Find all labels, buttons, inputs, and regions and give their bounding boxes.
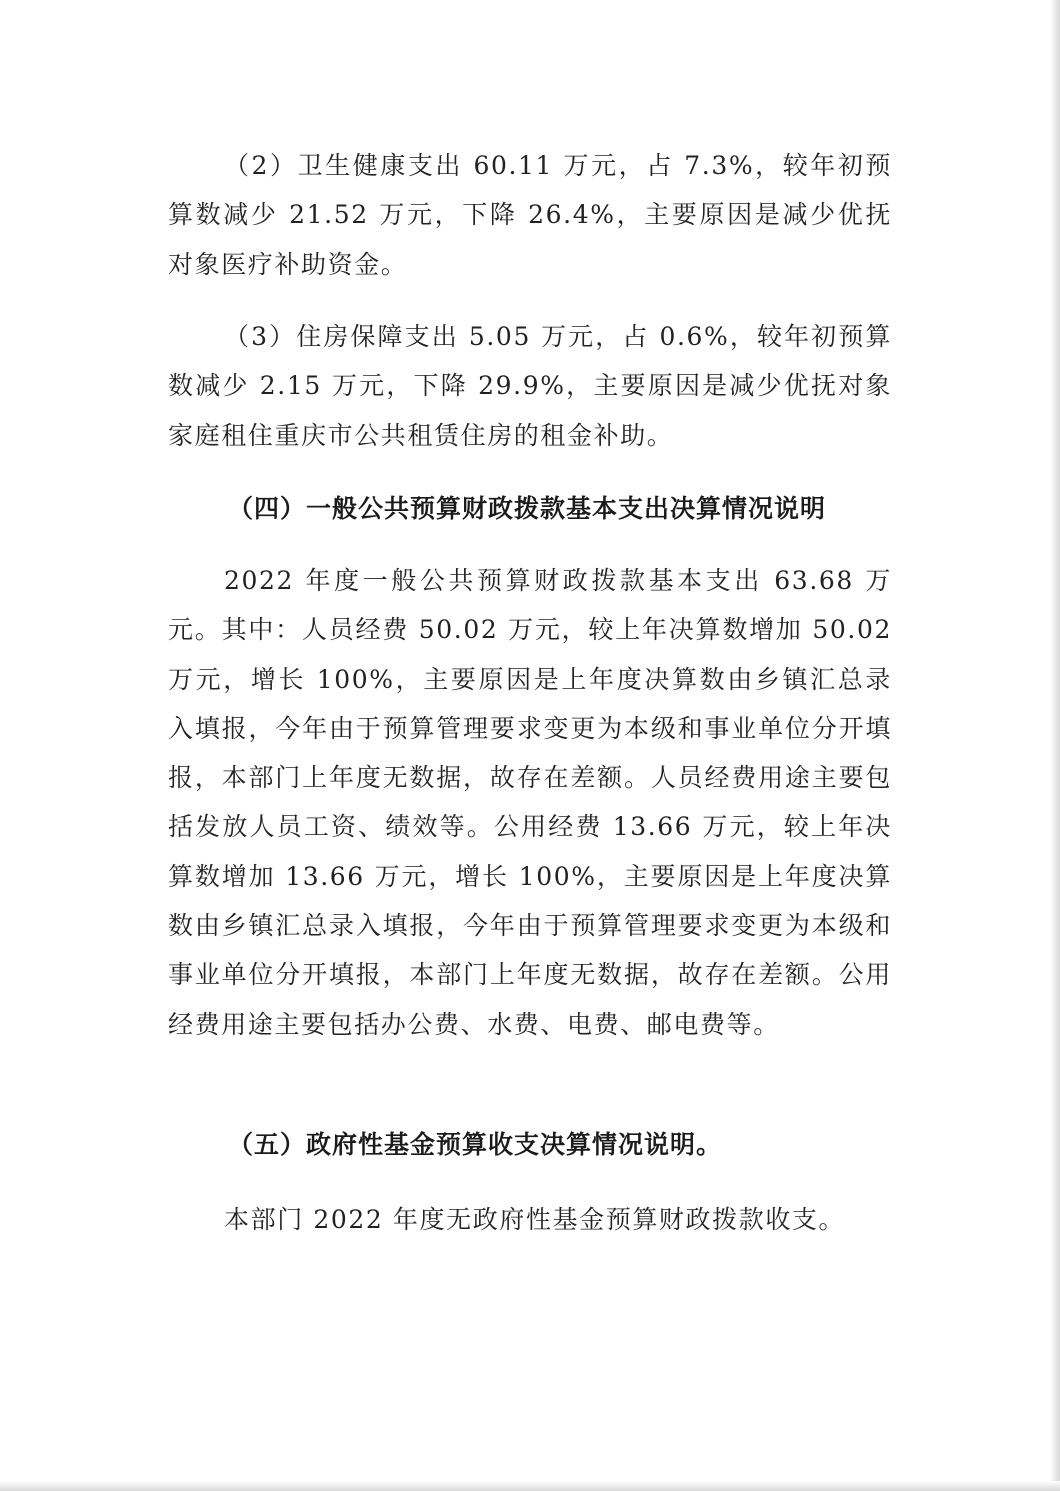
section-five-heading: （五）政府性基金预算收支决算情况说明。 [228, 1130, 723, 1159]
section-five-body: 本部门 2022 年度无政府性基金预算财政拨款收支。 [224, 1205, 846, 1234]
section-four-body: 2022 年度一般公共预算财政拨款基本支出 63.68 万元。其中：人员经费 50.02 万元，较上年决算数增加 50.02 万元，增长 100%，主要原因是上年度决算数由乡镇汇总录入填报，今年由于预算管理要求变更为本级和事业单位分开填报，本部门上年度无数据，故存在差额。人员经费用途主要包括发放人员工资、绩效等。公用经费 13.66 万元，较上年决算数增加 13.66 万元，增长 100%，主要原因是上年度决算数由乡镇汇总录入填报，今年由于预算管理要求变更为本级和事业单位分开填报，本部门上年度无数据，故存在差额。公用经费用途主要包括办公费、水费、电费、邮电费等。 [168, 566, 892, 1039]
page-edge-shadow-right [1050, 0, 1060, 1491]
page-edge-shadow-bottom [0, 1481, 1060, 1491]
paragraph-housing-expenditure: （3）住房保障支出 5.05 万元，占 0.6%，较年初预算数减少 2.15 万元，下降 29.9%，主要原因是减少优抚对象家庭租住重庆市公共租赁住房的租金补助。 [168, 322, 892, 450]
paragraph-health-expenditure: （2）卫生健康支出 60.11 万元，占 7.3%，较年初预算数减少 21.52 万元，下降 26.4%，主要原因是减少优抚对象医疗补助资金。 [168, 151, 892, 279]
section-four-heading: （四）一般公共预算财政拨款基本支出决算情况说明 [228, 494, 827, 523]
